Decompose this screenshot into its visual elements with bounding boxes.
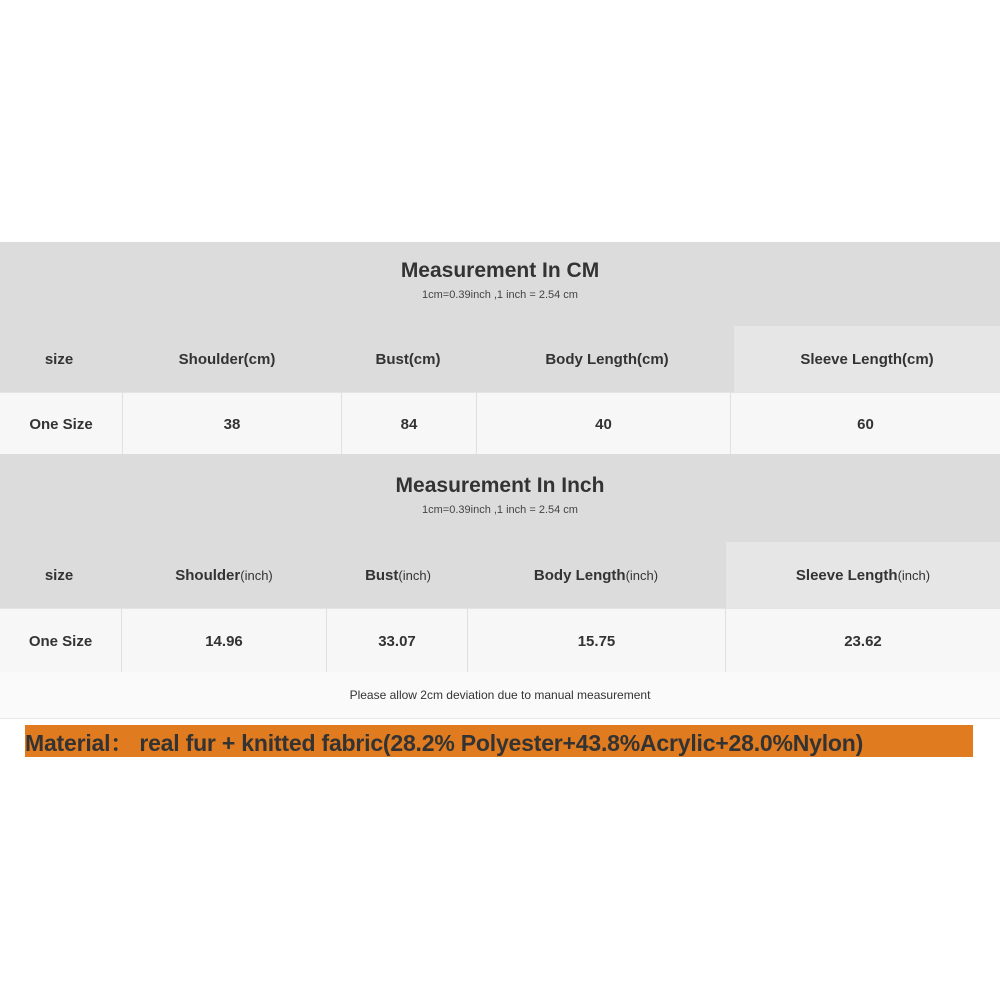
cm-header-size: size bbox=[44, 350, 74, 368]
inch-header-sleeve-length-label: Sleeve Length bbox=[795, 566, 898, 584]
cm-header-body-length: Body Length(cm) bbox=[545, 350, 669, 368]
inch-header-row bbox=[0, 542, 1000, 608]
measurement-note: Please allow 2cm deviation due to manual measurement bbox=[0, 672, 1000, 719]
inch-header-bust-label: Bust bbox=[365, 566, 399, 584]
inch-section-title-block bbox=[0, 454, 1000, 542]
inch-header-shoulder-unit: (inch) bbox=[240, 567, 273, 583]
inch-header-sleeve-length bbox=[726, 542, 1000, 608]
cm-header-bust: Bust(cm) bbox=[375, 350, 441, 368]
cm-data-row bbox=[0, 392, 1000, 456]
cm-header-row bbox=[0, 326, 1000, 392]
inch-cell-shoulder: 14.96 bbox=[122, 609, 327, 673]
inch-header-size bbox=[0, 542, 118, 608]
cm-cell-body-length: 40 bbox=[477, 393, 731, 455]
cm-cell-sleeve-length: 60 bbox=[857, 415, 874, 433]
material-banner: Material： real fur + knitted fabric(28.2% Polyester+43.8%Acrylic+28.0%Nylon) bbox=[25, 725, 973, 757]
inch-header-body-length-label: Body Length bbox=[533, 566, 626, 584]
inch-header-bust bbox=[330, 542, 466, 608]
cm-section-title: Measurement In CM bbox=[400, 259, 600, 282]
inch-header-bust-unit: (inch) bbox=[398, 567, 431, 583]
inch-data-row bbox=[0, 608, 1000, 674]
inch-cell-body-length: 15.75 bbox=[468, 609, 726, 673]
cm-header-shoulder: Shoulder(cm) bbox=[178, 350, 276, 368]
inch-header-size-label: size bbox=[44, 566, 74, 584]
inch-header-shoulder-label: Shoulder bbox=[175, 566, 241, 584]
inch-section-subtitle: 1cm=0.39inch ,1 inch = 2.54 cm bbox=[422, 504, 578, 516]
cm-cell-shoulder: 38 bbox=[123, 393, 342, 455]
cm-cell-size: One Size bbox=[0, 393, 123, 455]
inch-header-body-length bbox=[466, 542, 726, 608]
inch-header-body-length-unit: (inch) bbox=[625, 567, 659, 583]
cm-header-sleeve-length: Sleeve Length(cm) bbox=[734, 326, 1000, 392]
inch-cell-sleeve-length: 23.62 bbox=[844, 632, 882, 650]
inch-header-sleeve-length-unit: (inch) bbox=[897, 567, 931, 583]
inch-cell-bust: 33.07 bbox=[327, 609, 468, 673]
inch-section-title: Measurement In Inch bbox=[395, 474, 605, 497]
inch-cell-size: One Size bbox=[0, 609, 122, 673]
cm-section-subtitle: 1cm=0.39inch ,1 inch = 2.54 cm bbox=[422, 289, 578, 301]
inch-header-shoulder bbox=[118, 542, 330, 608]
cm-cell-bust: 84 bbox=[342, 393, 477, 455]
cm-section-title-block bbox=[0, 242, 1000, 326]
